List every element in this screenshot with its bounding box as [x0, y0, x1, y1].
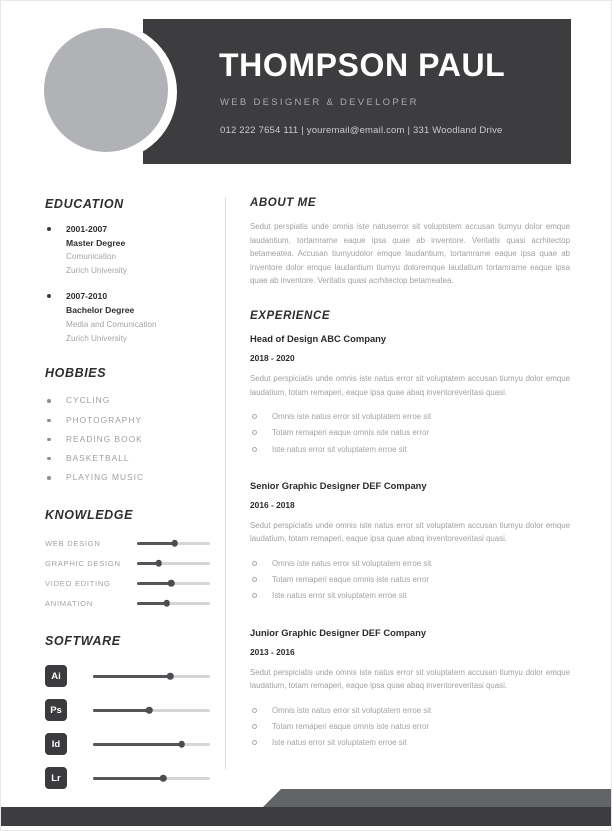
bullet-text: Omnis iste natus error sit voluptatem erroe sit	[272, 412, 432, 422]
slider-knob[interactable]	[160, 775, 167, 782]
avatar	[44, 28, 168, 152]
list-item	[250, 572, 570, 588]
slider-fill	[137, 542, 175, 545]
list-item	[45, 411, 210, 430]
knowledge-label: VIDEO EDITING	[45, 578, 111, 588]
job-title: Senior Graphic Designer DEF Company	[250, 479, 427, 491]
knowledge-slider[interactable]	[137, 562, 210, 565]
hobbies-title: HOBBIES	[45, 366, 107, 381]
circle-bullet-icon	[252, 447, 257, 452]
knowledge-row	[45, 533, 210, 553]
experience-item	[250, 627, 570, 752]
lightroom-icon: Lr	[45, 767, 67, 789]
list-item	[250, 588, 570, 604]
experience-item	[250, 333, 570, 458]
knowledge-slider[interactable]	[137, 602, 210, 605]
circle-bullet-icon	[252, 414, 257, 419]
knowledge-section	[45, 508, 210, 613]
education-field: Comunication	[66, 252, 117, 262]
list-item	[45, 391, 210, 410]
education-years: 2001-2007	[66, 224, 108, 234]
photoshop-icon: Ps	[45, 699, 67, 721]
software-slider[interactable]	[93, 709, 210, 712]
slider-fill	[93, 675, 170, 678]
list-item	[250, 442, 570, 458]
hobby-label: PHOTOGRAPHY	[66, 414, 142, 425]
slider-fill	[137, 602, 167, 605]
education-degree: Master Degree	[66, 238, 126, 249]
education-item	[45, 222, 210, 278]
hobby-label: READING BOOK	[66, 433, 143, 444]
circle-bullet-icon	[252, 561, 257, 566]
software-slider[interactable]	[93, 675, 210, 678]
software-slider[interactable]	[93, 777, 210, 780]
column-divider	[225, 197, 226, 769]
list-item	[250, 425, 570, 441]
circle-bullet-icon	[252, 740, 257, 745]
education-school: Zurich University	[66, 266, 127, 276]
software-slider[interactable]	[93, 743, 210, 746]
knowledge-slider[interactable]	[137, 542, 210, 545]
knowledge-row	[45, 553, 210, 573]
knowledge-title: KNOWLEDGE	[45, 508, 134, 523]
job-summary: Sedut perspiciatis unde omnis iste natus error sit voluptatem accusan tiumyu dolor emque laudatium, totam remaperi, eaque ipsa quae abaq inventoreveritasi quasi.	[250, 520, 570, 544]
job-title: Junior Graphic Designer DEF Company	[250, 626, 427, 638]
software-row	[45, 693, 210, 727]
slider-knob[interactable]	[146, 707, 153, 714]
education-school: Zurich University	[66, 333, 127, 343]
circle-bullet-icon	[252, 708, 257, 713]
list-item	[250, 703, 570, 719]
slider-knob[interactable]	[167, 673, 174, 680]
education-degree: Bachelor Degree	[66, 305, 135, 316]
bullet-dot-icon	[47, 399, 51, 403]
bullet-dot-icon	[47, 294, 51, 298]
list-item	[250, 556, 570, 572]
footer-accent-shape	[263, 789, 612, 807]
indesign-icon: Id	[45, 733, 67, 755]
bullet-text: Iste natus error sit voluptatem erroe sit	[272, 591, 407, 601]
knowledge-row	[45, 593, 210, 613]
job-title: Head of Design ABC Company	[250, 332, 387, 344]
bullet-text: Iste natus error sit voluptatem erroe sit	[272, 738, 407, 748]
list-item	[250, 409, 570, 425]
bullet-dot-icon	[47, 438, 51, 442]
software-row	[45, 727, 210, 761]
illustrator-icon: Ai	[45, 665, 67, 687]
software-title: SOFTWARE	[45, 634, 121, 649]
education-item	[45, 289, 210, 345]
slider-knob[interactable]	[164, 600, 171, 607]
hobby-label: CYCLING	[66, 395, 111, 406]
job-role-subtitle: WEB DESIGNER & DEVELOPER	[220, 97, 419, 108]
circle-bullet-icon	[252, 724, 257, 729]
about-section	[250, 197, 570, 288]
job-years: 2018 - 2020	[250, 352, 295, 363]
circle-bullet-icon	[252, 577, 257, 582]
knowledge-label: WEB DESIGN	[45, 538, 101, 548]
slider-fill	[93, 743, 182, 746]
hobby-label: BASKETBALL	[66, 452, 130, 463]
page-title: THOMPSON PAUL	[219, 47, 506, 83]
slider-knob[interactable]	[156, 560, 163, 567]
list-item	[45, 449, 210, 468]
bullet-text: Omnis iste natus error sit voluptatem erroe sit	[272, 705, 432, 715]
bullet-text: Totam remaperi eaque omnis iste natus error	[272, 721, 430, 731]
slider-fill	[93, 777, 163, 780]
software-row	[45, 659, 210, 693]
knowledge-row	[45, 573, 210, 593]
contact-line: 012 222 7654 111 | youremail@email.com | 331 Woodland Drive	[220, 125, 503, 136]
bullet-dot-icon	[47, 227, 51, 231]
bullet-dot-icon	[47, 476, 51, 480]
experience-title: EXPERIENCE	[250, 309, 331, 322]
left-column	[45, 197, 210, 816]
education-field: Media and Comunication	[66, 319, 157, 329]
hobby-label: PLAYING MUSIC	[66, 472, 144, 483]
bullet-text: Omnis iste natus error sit voluptatem erroe sit	[272, 558, 432, 568]
bullet-dot-icon	[47, 419, 51, 423]
education-years: 2007-2010	[66, 291, 108, 302]
hobbies-section	[45, 366, 210, 487]
knowledge-label: GRAPHIC DESIGN	[45, 558, 121, 568]
circle-bullet-icon	[252, 593, 257, 598]
slider-knob[interactable]	[168, 580, 175, 587]
slider-knob[interactable]	[179, 741, 186, 748]
job-years: 2013 - 2016	[250, 646, 295, 657]
list-item	[45, 430, 210, 449]
footer-bar	[1, 807, 612, 826]
list-item	[250, 719, 570, 735]
education-section	[45, 197, 210, 345]
software-section	[45, 634, 210, 795]
experience-item	[250, 480, 570, 605]
education-title: EDUCATION	[45, 197, 124, 211]
knowledge-label: ANIMATION	[45, 598, 93, 608]
slider-fill	[93, 709, 149, 712]
slider-fill	[137, 582, 171, 585]
experience-section	[250, 310, 570, 751]
job-summary: Sedut perspiciatis unde omnis iste natus error sit voluptatem accusan tiumyu dolor emque laudatium, totam remaperi, eaque ipsa quae abaq inventoreveritasi quasi.	[250, 667, 570, 691]
bullet-dot-icon	[47, 457, 51, 461]
job-years: 2016 - 2018	[250, 499, 295, 510]
right-column	[250, 197, 570, 773]
circle-bullet-icon	[252, 430, 257, 435]
knowledge-slider[interactable]	[137, 582, 210, 585]
header-band	[143, 19, 571, 164]
about-title: ABOUT ME	[250, 197, 317, 209]
job-summary: Sedut perspiciatis unde omnis iste natus error sit voluptatem accusan tiumyu dolor emque laudatium, totam remaperi, eaque ipsa quae abaq inventoreveritasi quasi.	[250, 373, 570, 397]
about-text: Sedut perspiatis unde omnis iste natuserror sit voluptstem accusan tiumyu dolor emque laudantium, tortamrame eaque ipsa quae ab inventore. Veritatis quasi acrhitectop betameatea. Accusan tiumyudolor emque laudantium, tortamrame eaque ipsa quae ab inventore dolor emque laudantium tiumyu doloremque laudatium tortamrame eaque ipsa quae ab inventore. Veritatis quasi acrhitectop betameatea.	[250, 222, 570, 286]
bullet-text: Totam remaperi eaque omnis iste natus error	[272, 428, 430, 438]
software-row	[45, 761, 210, 795]
bullet-text: Totam remaperi eaque omnis iste natus error	[272, 575, 430, 585]
slider-knob[interactable]	[172, 540, 179, 547]
list-item	[45, 468, 210, 487]
list-item	[250, 735, 570, 751]
bullet-text: Iste natus error sit voluptatem erroe sit	[272, 444, 407, 454]
